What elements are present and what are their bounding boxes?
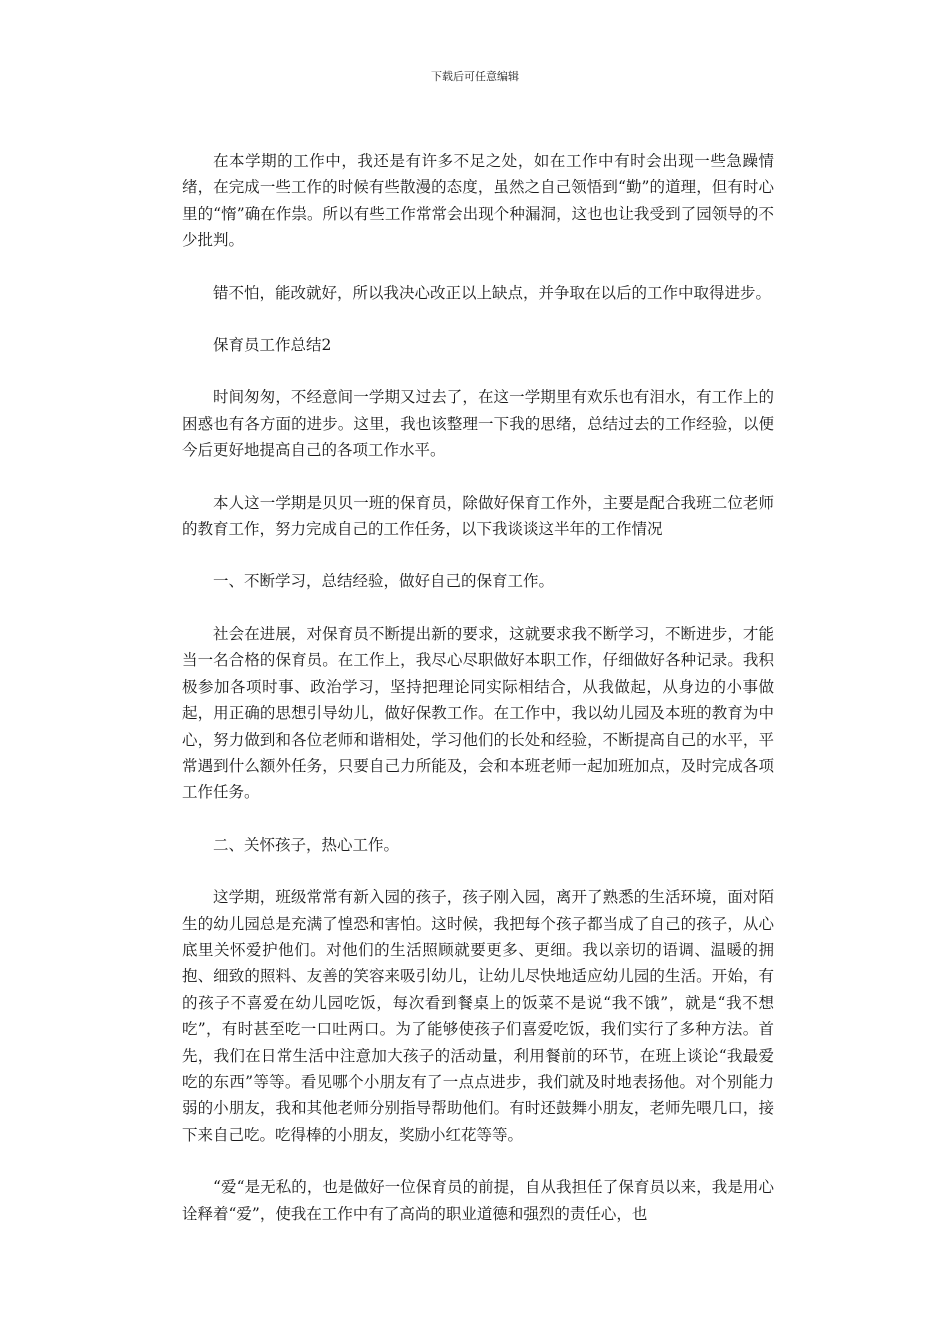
- subheading-learning: 一、不断学习，总结经验，做好自己的保育工作。: [213, 572, 555, 591]
- paragraph-shortcomings: 在本学期的工作中，我还是有许多不足之处，如在工作中有时会出现一些急躁情绪，在完成一些工作的时候有些散漫的态度，虽然之自己领悟到“勤”的道理，但有时心里的“惰”确在作祟。所以有些工作常常会出现个种漏洞，这也也让我受到了园领导的不少批判。: [182, 152, 774, 250]
- paragraph-learning: 社会在进展，对保育员不断提出新的要求，这就要求我不断学习，不断进步，才能当一名合格的保育员。在工作上，我尽心尽职做好本职工作，仔细做好各种记录。我积极参加各项时事、政治学习，坚持把理论同实际相结合，从我做起，从身边的小事做起，用正确的思想引导幼儿，做好保教工作。在工作中，我以幼儿园及本班的教育为中心，努力做到和各位老师和谐相处，学习他们的长处和经验，不断提高自己的水平，平常遇到什么额外任务，只要自己力所能及，会和本班老师一起加班加点，及时完成各项工作任务。: [182, 624, 774, 802]
- paragraph-love: “爱“是无私的，也是做好一位保育员的前提，自从我担任了保育员以来，我是用心诠释着“爱”，使我在工作中有了高尚的职业道德和强烈的责任心，也: [182, 1178, 774, 1223]
- paragraph-role: 本人这一学期是贝贝一班的保育员，除做好保育工作外，主要是配合我班二位老师的教育工作，努力完成自己的工作任务，以下我谈谈这半年的工作情况: [182, 493, 774, 539]
- paragraph-caring: 这学期，班级常常有新入园的孩子，孩子刚入园，离开了熟悉的生活环境，面对陌生的幼儿园总是充满了惶恐和害怕。这时候，我把每个孩子都当成了自己的孩子，从心底里关怀爱护他们。对他们的生活照顾就要更多、更细。我以亲切的语调、温暖的拥抱、细致的照料、友善的笑容来吸引幼儿，让幼儿尽快地适应幼儿园的生活。开始，有的孩子不喜爱在幼儿园吃饭，每次看到餐桌上的饭菜不是说“我不饿”，就是“我不想吃”，有时甚至吃一口吐两口。为了能够使孩子们喜爱吃饭，我们实行了多种方法。首先，我们在日常生活中注意加大孩子的活动量，利用餐前的环节，在班上谈论“我最爱吃的东西”等等。看见哪个小朋友有了一点点进步，我们就及时地表扬他。对个别能力弱的小朋友，我和其他老师分别指导帮助他们。有时还鼓舞小朋友，老师先喂几口，接下来自己吃。吃得棒的小朋友，奖励小红花等等。: [182, 888, 774, 1144]
- paragraph-intro: 时间匆匆，不经意间一学期又过去了，在这一学期里有欢乐也有泪水，有工作上的困惑也有各方面的进步。这里，我也该整理一下我的思绪，总结过去的工作经验，以便今后更好地提高自己的各项工作水平。: [182, 388, 774, 460]
- paragraph-resolution: 错不怕，能改就好，所以我决心改正以上缺点，并争取在以后的工作中取得进步。: [213, 283, 772, 302]
- section-title: 保育员工作总结2: [213, 336, 332, 355]
- subheading-caring: 二、关怀孩子，热心工作。: [213, 835, 400, 854]
- document-body: [182, 148, 774, 1253]
- page-header: 下载后可任意编辑: [431, 70, 519, 83]
